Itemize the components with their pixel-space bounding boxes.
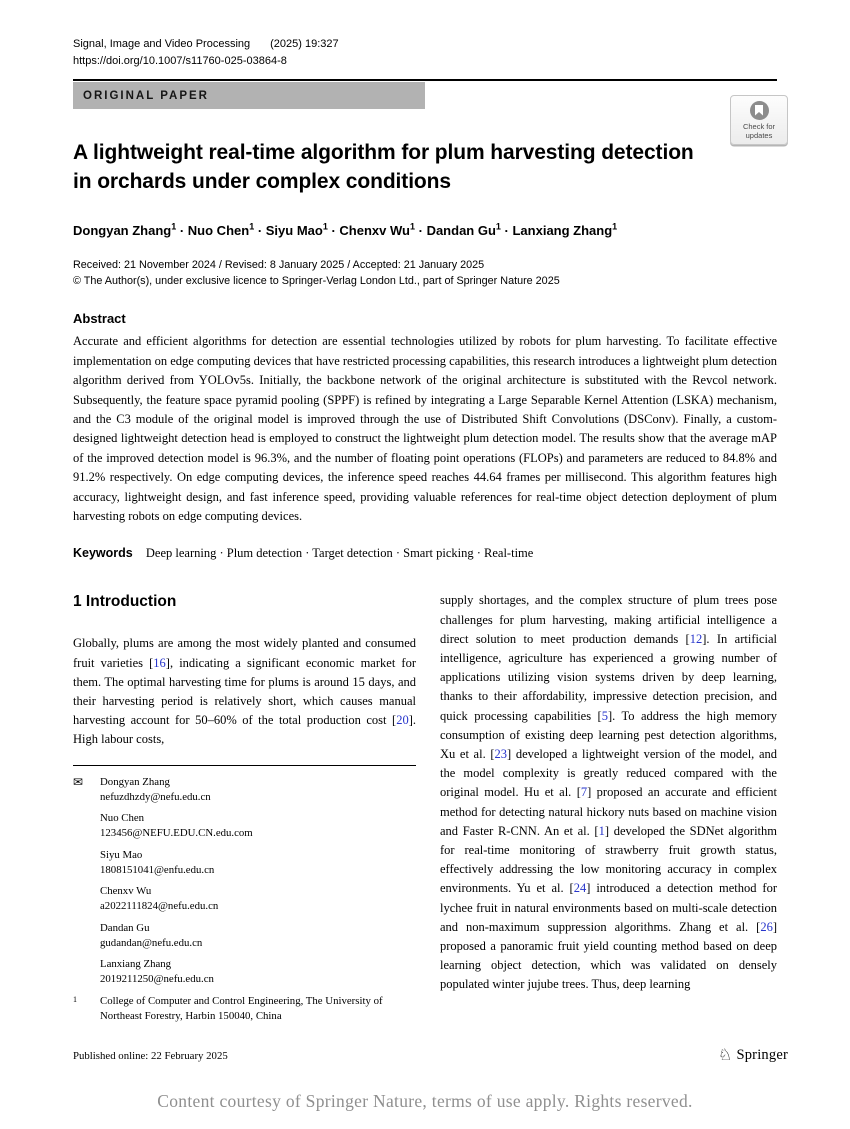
published-online: Published online: 22 February 2025: [73, 1049, 228, 1062]
badge-line1: Check for: [742, 121, 776, 131]
affiliation-row: [73, 994, 416, 1024]
contact-email[interactable]: 2019211250@nefu.edu.cn: [100, 973, 214, 986]
publisher-wordmark: Springer: [736, 1047, 788, 1063]
received-revised-accepted: Received: 21 November 2024 / Revised: 8 January 2025 / Accepted: 21 January 2025: [73, 259, 485, 272]
two-column-body: [73, 591, 777, 1030]
check-for-updates-badge[interactable]: [730, 95, 788, 145]
contact-entry: [73, 884, 416, 914]
contact-email[interactable]: gudandan@nefu.edu.cn: [100, 936, 203, 949]
page-footer: [73, 1047, 788, 1064]
contact-name: Dandan Gu: [100, 921, 150, 934]
contact-entry: [73, 957, 416, 987]
author-name: Dandan Gu$^1$: [426, 222, 501, 239]
contact-entry: [73, 921, 416, 951]
article-dates: [73, 258, 777, 289]
author-separator: ·: [176, 223, 188, 239]
doi-link[interactable]: https://doi.org/10.1007/s11760-025-03864-8: [73, 55, 287, 67]
email-icon-placeholder: [73, 957, 100, 987]
keywords-label: Keywords: [73, 546, 133, 561]
affiliation-text: College of Computer and Control Engineering, The University of Northeast Forestry, Harbin 150040, China: [100, 994, 383, 1022]
contact-name: Lanxiang Zhang: [100, 958, 172, 971]
header-rule: [73, 79, 777, 81]
journal-name: Signal, Image and Video Processing: [73, 38, 251, 50]
citation-link[interactable]: 7: [580, 785, 588, 800]
check-for-updates-icon: [750, 101, 769, 120]
footnote-block: [73, 775, 416, 1024]
citation-link[interactable]: 16: [153, 655, 166, 670]
abstract-text: Accurate and efficient algorithms for detection are essential technologies utilized by robots for plum harvesting. To facilitate effective implementation on edge computing devices that have restricted processing capabilities, this research introduces a lightweight plum detection algorithm derived from YOLOv5s. Initially, the backbone network of the original architecture is substituted with the Revcol network. Subsequently, the feature space pyramid pooling (SPPF) is refined by integrating a Large Separable Kernel Attention (LSKA) mechanism, and the C3 module of the original model is improved through the use of Distributed Shift Convolutions (DSConv). Finally, a custom-designed lightweight detection head is employed to construct the lightweight plum detection model. The results show that the average mAP of the improved detection model is 96.3%, and the number of floating point operations (FLOPs) and parameters are reduced to 84.8% and 91.2% respectively. On edge computing devices, the inference speed reaches 44.64 frames per millisecond. This algorithm features high accuracy, lightweight design, and fast inference speed, providing valuable references for real-time object detection deployment of plum harvesting robots on edge computing devices.: [73, 334, 777, 523]
abstract-heading: Abstract: [73, 311, 126, 327]
right-column: [440, 591, 777, 1030]
footnote-contacts: [73, 775, 416, 988]
contact-entry: [73, 848, 416, 878]
springer-horse-icon: ♘: [717, 1046, 733, 1064]
citation-link[interactable]: 1: [598, 823, 605, 838]
email-icon-placeholder: [73, 811, 100, 841]
keywords-value: Deep learning · Plum detection · Target detection · Smart picking · Real-time: [145, 546, 534, 561]
citation-link[interactable]: 20: [396, 713, 409, 728]
email-icon-placeholder: [73, 884, 100, 914]
author-name: Dongyan Zhang$^1$: [73, 222, 177, 239]
paper-title-line1: A lightweight real-time algorithm for plum harvesting detection: [73, 141, 694, 164]
author-list: [73, 222, 777, 238]
contact-entry: [73, 775, 416, 805]
contact-name: Siyu Mao: [100, 848, 143, 861]
contact-entry: [73, 811, 416, 841]
header-meta: [73, 0, 777, 70]
contact-email[interactable]: a2022111824@nefu.edu.cn: [100, 900, 219, 913]
paper-title: [73, 139, 777, 196]
contact-email[interactable]: nefuzdhzdy@nefu.edu.cn: [100, 790, 211, 803]
contact-email[interactable]: 1808151041@enfu.edu.cn: [100, 863, 215, 876]
author-name: Siyu Mao$^1$: [265, 222, 328, 239]
contact-email[interactable]: 123456@NEFU.EDU.CN.edu.com: [100, 827, 253, 840]
affiliation-superscript: 1: [73, 994, 77, 1004]
intro-left-paragraph: Globally, plums are among the most widely planted and consumed fruit varieties [16], indicating a significant economic market for them. The optimal harvesting time for plums is around 15 days, and their harvesting period is relatively short, which causes manual harvesting account for 50–60% of the total production cost [20]. High labour costs,: [73, 636, 416, 747]
email-icon: ✉: [73, 774, 84, 789]
badge-line2: updates: [745, 130, 773, 140]
citation-link[interactable]: 23: [494, 747, 508, 762]
author-separator: ·: [327, 223, 340, 239]
left-column: [73, 591, 416, 1030]
author-name: Nuo Chen$^1$: [187, 222, 255, 239]
section-heading-introduction: 1 Introduction: [73, 593, 177, 611]
journal-issue: (2025) 19:327: [270, 38, 339, 50]
copyright-line: © The Author(s), under exclusive licence to Springer-Verlag London Ltd., part of Springer Nature 2025: [73, 274, 560, 287]
email-icon-placeholder: [73, 921, 100, 951]
author-separator: ·: [500, 223, 513, 239]
keywords-line: [73, 546, 777, 561]
contact-name: Chenxv Wu: [100, 885, 152, 898]
author-separator: ·: [254, 223, 266, 239]
contact-name: Nuo Chen: [100, 812, 145, 825]
footnote-divider: [73, 765, 416, 766]
citation-link[interactable]: 12: [689, 631, 703, 646]
paper-title-line2: in orchards under complex conditions: [73, 169, 451, 193]
author-name: Lanxiang Zhang$^1$: [512, 222, 618, 239]
content-courtesy-watermark: Content courtesy of Springer Nature, terms of use apply. Rights reserved.: [157, 1091, 693, 1111]
author-separator: ·: [415, 223, 427, 239]
email-icon-placeholder: [73, 848, 100, 878]
citation-link[interactable]: 26: [760, 919, 773, 934]
article-type-banner: ORIGINAL PAPER: [73, 82, 425, 109]
author-name: Chenxv Wu$^1$: [339, 222, 415, 239]
publisher-logo: [718, 1047, 788, 1064]
contact-name: Dongyan Zhang: [100, 775, 170, 788]
intro-right-paragraph: supply shortages, and the complex structure of plum trees pose challenges for plum harvesting, making artificial intelligence a direct solution to meet production demands [12]. In artificial intelligence, agriculture has experienced a growing number of applications utilizing vision systems driven by deep learning, thanks to their affordability, impressive detection precision, and quick processing capabilities [5]. To address the high memory consumption of existing deep learning pest detection algorithms, Xu et al. [23] developed a lightweight version of the model, and the model complexity is greatly reduced compared with the original model. Hu et al. [7] proposed an accurate and efficient method for detecting natural hickory nuts based on machine vision and Faster R-CNN. An et al. [1] developed the SDNet algorithm for real-time monitoring of strawberry fruit growth status, effectively addressing the low monitoring accuracy in complex environments. Yu et al. [24] introduced a detection method for lychee fruit in natural environments based on multi-scale detection and non-maximum suppression algorithms. Zhang et al. [26] proposed a panoramic fruit yield counting method based on deep learning object detection, which was validated on densely populated winter jujube trees. Thus, deep learning: [440, 593, 777, 992]
citation-link[interactable]: 24: [573, 881, 587, 896]
citation-link[interactable]: 5: [601, 708, 608, 723]
